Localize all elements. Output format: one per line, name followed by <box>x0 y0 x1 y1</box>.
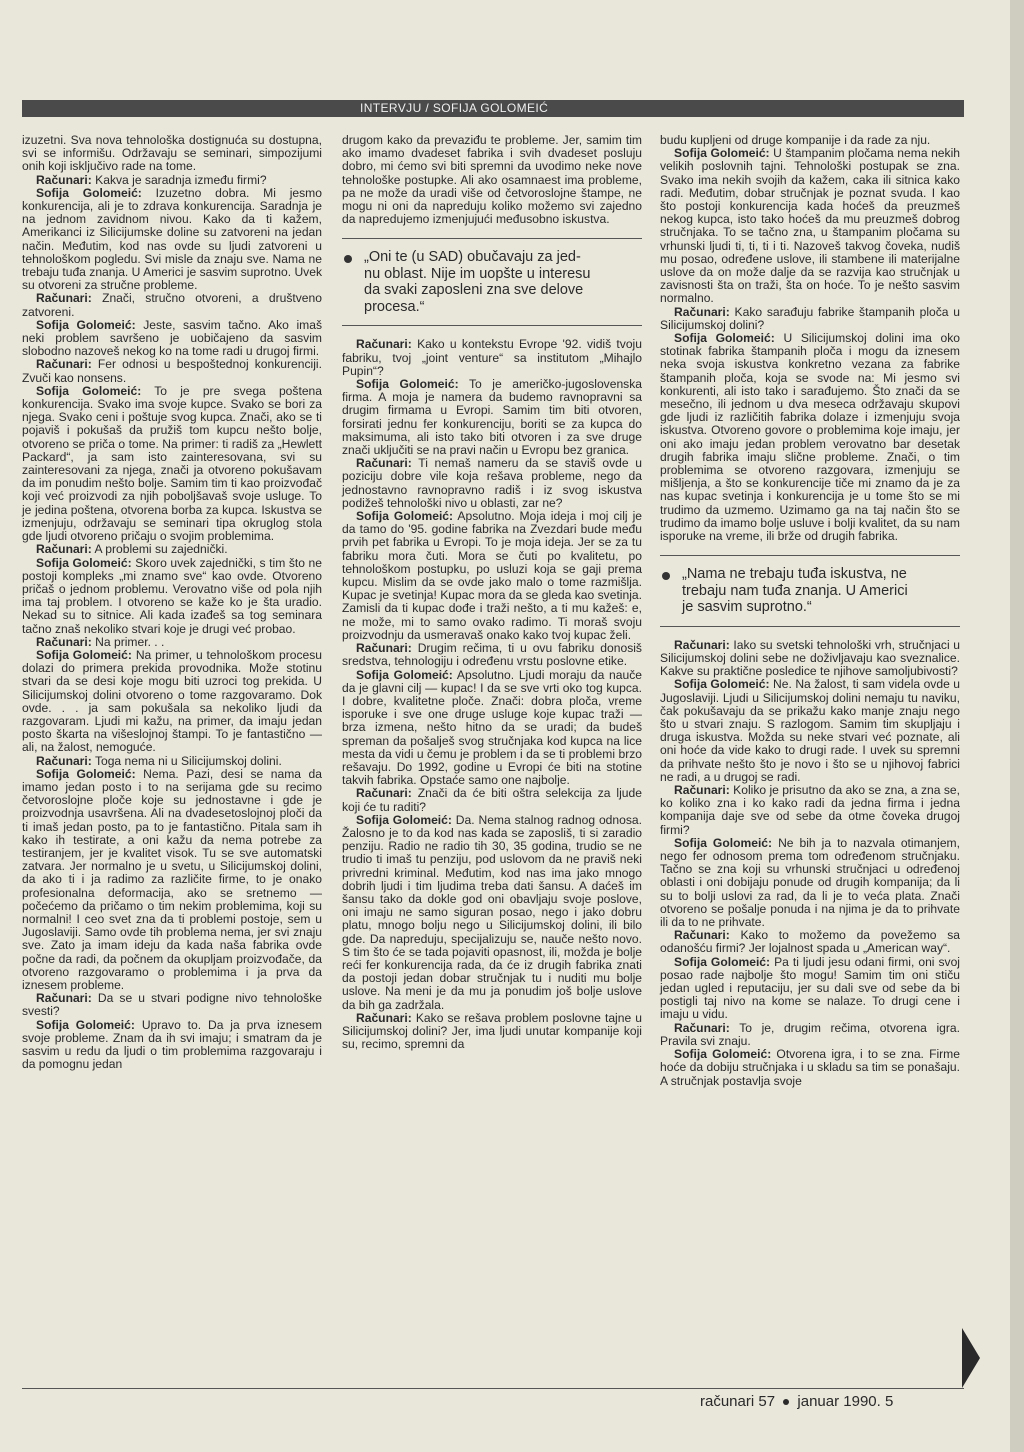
scan-edge <box>1010 0 1024 1452</box>
speaker-label: Sofija Golomeić: <box>36 1017 135 1032</box>
speaker-label: Računari: <box>36 172 92 187</box>
pull-quote <box>342 238 642 326</box>
interview-paragraph <box>660 784 960 837</box>
text-column-2 <box>342 134 642 1051</box>
paragraph-text: Upravo to. Da ja prva iznesem svoje probleme. Znam da ih svi imaju; i smatram da je sasvim u redu da ljudi o tim problemima razgovaraju i da pomognu jedan <box>22 1017 322 1072</box>
speaker-label: Računari: <box>356 786 412 801</box>
speaker-label: Sofija Golomeić: <box>356 377 459 392</box>
pull-quote-line: procesa.“ <box>364 298 425 315</box>
paragraph-text: Znači, stručno otvoreni, a društveno zatvoreni. <box>22 291 322 319</box>
continuation-paragraph <box>22 134 322 174</box>
speaker-label: Računari: <box>356 337 412 352</box>
paragraph-text: Ne. Na žalost, ti sam videla ovde u Jugoslaviji. Ljudi u Silicijumskoj dolini nemaju tu naviku, čak pokušavaju da se prikažu kako manje znaju nego što u stvari znaju. S razlogom. Samim tim skupljaju i druga iskustva. Možda su neke stvari već poznate, ali oni hoće da vide kako to drugi rade. I uvek su spremni da prihvate nešto što je novo i što se u njihovoj fabrici ne radi, a u drugoj se radi. <box>660 677 961 784</box>
speaker-label: Računari: <box>36 634 92 649</box>
speaker-label: Sofija Golomeić: <box>356 812 452 827</box>
paragraph-text: Kako to možemo da povežemo sa odanošću firmi? Jer lojalnost spada u „American way“. <box>660 928 960 956</box>
interview-paragraph <box>342 378 642 457</box>
interview-paragraph <box>342 338 642 378</box>
speaker-label: Računari: <box>36 357 92 372</box>
pull-quote-line: nu oblast. Nije im uopšte u interesu <box>364 265 591 282</box>
speaker-label: Sofija Golomeić: <box>36 383 142 398</box>
speaker-label: Računari: <box>674 637 730 652</box>
interview-paragraph <box>660 332 960 543</box>
interview-paragraph <box>22 187 322 293</box>
paragraph-text: U Silicijumskoj dolini ima oko stotinak fabrika štampanih ploča i mogu da iznesem neka svoja iskustva konkretno vezana za fabrike štampanih ploča, koja se svode na: Mi jesmo svi konkurenti, ali isto tako i sarađujemo. Što znači da se mesečno, ili jednom u dva meseca održavaju skupovi gde ljudi iz različitih fabrika dolaze i izmenjuju svoja iskustva. Otvoreno govore o problemima koje imaju, jer oni ako imaju jedan problem verovatno bar desetak drugih fabrika imaju slične probleme. Znači, o tim problemima se otvoreno razgovara, izmenjuju se mišljenja, a što se konkurencije tiče mi znamo da je za nas kupac svetinja i konkurencija je u tome što se mi trudimo da uzmemo. Uzimamo ga na taj način što se trudimo da imamo bolje usluve i bolji kvalitet, da su nam isporuke na vreme, ili brže od drugih fabrika. <box>660 331 960 544</box>
paragraph-text: Kako sarađuju fabrike štampanih ploča u Silicijumskoj dolini? <box>660 304 960 332</box>
speaker-label: Računari: <box>674 304 730 319</box>
interview-paragraph <box>660 678 960 784</box>
interview-paragraph <box>22 992 322 1018</box>
speaker-label: Sofija Golomeić: <box>674 954 771 969</box>
paragraph-text: To je pre svega poštena konkurencija. Svako ima svoje kupce. Svako se bori za njega. Svako ceni i poštuje svog kupca. Znači, ako se ti pojaviš i pokušaš da pružiš tom kupcu nešto bolje, otvoreno se priča o tome. Na primer: ti radiš za „Hewlett Packard“, ja sam isto zainteresovana, svi su zainteresovani za njega, znači ja otvoreno pokušavam da im ponudim nešto bolje. Samim tim ti kao proizvođač koji već proizvodi za njih poboljšavaš svoje usluge. To je jedina poštena, otvorena borba za kupca. Iskustva se izmenjuju, održavaju se seminari tipa okruglog stola gde ljudi otvoreno pričaju o svojim problemima. <box>22 383 322 544</box>
speaker-label: Računari: <box>356 456 412 471</box>
paragraph-text: Apsolutno. Ljudi moraju da nauče da je glavni cilj — kupac! I da se sve vrti oko tog kupca. I dobre, kvalitetne ploče. Znači: dobra ploča, vreme isporuke i sve one druge usluge koje kupac traži — brza izmena, nešto hitno da se uradi; da budeš spreman da pošalješ svog stručnjaka kod kupca na lice mesta da vidi u čemu je problem i da se ti problemi brzo rešavaju. Do 1992, godine u Evropi će biti na stotine takvih fabrika. Opstaće samo one najbolje. <box>342 667 643 788</box>
interview-paragraph <box>22 292 322 318</box>
interview-paragraph <box>22 557 322 636</box>
paragraph-text: A problemi su zajednički. <box>94 542 228 557</box>
paragraph-text: izuzetni. Sva nova tehnološka dostignuća su dostupna, svi se informišu. Održavaju se seminari, simpozijumi onih koji isključivo rade na tome. <box>22 133 322 174</box>
speaker-label: Računari: <box>674 783 730 798</box>
page-footer <box>700 1393 958 1410</box>
interview-paragraph <box>660 306 960 332</box>
paragraph-text: Ne bih ja to nazvala otimanjem, nego fer odnosom prema tom određenom stručnjaku. Tačno se zna koji su vrhunski stručnjaci u određenoj oblasti i oni dobijaju ponude od drugih kompanija; da li su to bolji uslovi za rad, da li je to veća plata. Znači otvoreno se pošalje ponuda i na njima je da to prihvate ili da to ne prihvate. <box>660 835 960 930</box>
interview-paragraph <box>660 1048 960 1088</box>
interview-paragraph <box>660 837 960 929</box>
paragraph-text: Apsolutno. Moja ideja i moj cilj je da tamo do '95. godine fabrika na Zvezdari bude među prvih pet fabrika u Evropi. To je moja ideja. Jer se za tu fabriku mora čuti. Mora se čuti po kvalitetu, po tehnološkom postupku, po usluzi koja se gaji prema kupcu. Mislim da se ovde jako malo o tome razmišlja. Kupac je svetinja! Kupac mora da se gleda kao svetinja. Zamisli da ti kupac dođe i traži nešto, a ti mu kažeš: e, ne može, mi to samo ovako radimo. Ti moraš svoju proizvodnju da usmeravaš onako kako tvoj kupac želi. <box>342 509 642 642</box>
paragraph-text: Koliko je prisutno da ako se zna, a zna se, ko koliko zna i ko kako radi da jedna firma i jedna kompanija daje sve od sebe da otme čoveka drugoj firmi? <box>660 783 960 837</box>
paragraph-text: Izuzetno dobra. Mi jesmo konkurencija, ali je to zdrava konkurencija. Saradnja je na jednom zavidnom nivou. Kako da ti kažem, Amerikanci iz Silicijumske doline su zatvoreni na jedan način. Međutim, kod nas ovde su ljudi zatvoreni u tehnološkom pogledu. Svi misle da znaju sve. Nama ne trebaju tuđa znanja. U Americi je sasvim suprotno. Uvek su otvoreni za stručne probleme. <box>22 185 322 293</box>
speaker-label: Sofija Golomeić: <box>674 146 770 161</box>
interview-paragraph <box>342 787 642 813</box>
speaker-label: Sofija Golomeić: <box>674 835 773 850</box>
interview-paragraph <box>22 768 322 992</box>
section-title: INTERVJU / SOFIJA GOLOMEIĆ <box>360 101 549 115</box>
paragraph-text: Na primer, u tehnološkom procesu dolazi do primera prekida provodnika. Može stotinu stvari da se desi koje mogu biti uzroci tog prekida. U Silicijumskoj dolini otvoreno o tome razgovaramo. Dok ovde. . . ja sam pokušala sa nekoliko ljudi da razgovaram. Ljudi mi kažu, na primer, da imaju jedan posto škarta na višeslojnoj štampi. To je fantastično — ali, na žalost, nemoguće. <box>22 647 323 755</box>
speaker-label: Računari: <box>674 1020 730 1035</box>
paragraph-text: U štampanim pločama nema nekih velikih poslovnih tajni. Tehnološki postupak se zna. Svako ima nekih svojih da kažem, caka ili sitnica kako radi. Međutim, dobar stručnjak je poznat svuda. I kao što postoji konkurencija kada hoćeš da preuzmeš nekog kupca, isto tako hoćeš da mu preuzmeš dobrog stručnjaka. To se tačno zna, u štampanim pločama su vrhunski ljudi ti, ti, ti i ti. Nazoveš takvog čoveka, nudiš mu posao, određene uslove, ili stambene ili materijalne uslove da on može dalje da se razvija kao stručnjak u zavisnosti šta on traži, šta on hoće. To je nešto sasvim normalno. <box>660 146 960 306</box>
speaker-label: Sofija Golomeić: <box>36 647 132 662</box>
speaker-label: Sofija Golomeić: <box>674 331 775 346</box>
interview-paragraph <box>660 147 960 305</box>
paragraph-text: To je američko-jugoslovenska firma. A moja je namera da budemo ravnopravni sa drugim firmama u Evropi. Samim tim biti otvoren, forsirati jednu fer konkurenciju, boriti se za kupca do maksimuma, ali isto tako biti otvoren i za sve druge znači uključiti se na pravi način u Evropu bez granica. <box>342 377 642 458</box>
paragraph-text: Nema. Pazi, desi se nama da imamo jedan posto i to na serijama gde su recimo četvoroslojne ploče koje su jednostavne i gde je proizvodnja usavršena. Ali na dvadesetoslojnoj ploči da ti imaš jedan posto, pa to je fantastično. Pitala sam ih kako ih testirate, a oni kažu da nema potrebe za testiranjem, jer je kvalitet visok. Tu se sve automatski zatvara. Jer normalno je u svetu, u Silicijumskoj dolini, da ako ti i ja radimo za različite firme, to je onako profesionalna deformacija, ako se sretnemo — počećemo da pričamo o tim nekim problemima, koji su normalni! I ceo svet zna da ti problemi postoje, sem u Jugoslaviji. Samo ovde tih problema nema, jer svi znaju sve. Zato ja imam ideju da kada naša fabrika ovde počne da radi, da počnem da okupljam proizvođače, da otvoreno razgovaramo o problemima i ja prva da iznesem probleme. <box>22 766 323 992</box>
speaker-label: Računari: <box>356 1010 412 1025</box>
paragraph-text: Pa ti ljudi jesu odani firmi, oni svoj posao rade najbolje što mogu! Samim tim oni stiču jedan ugled i reputaciju, jer su dali sve od sebe da bi postigli taj nivo na kome se nalaze. To drugi cene i imaju u vidu. <box>660 954 960 1022</box>
pull-quote-line: „Nama ne trebaju tuđa iskustva, ne <box>682 566 907 583</box>
paragraph-text: Kako se rešava problem poslovne tajne u Silicijumskoj dolini? Jer, ima ljudi unutar kompanije koji su, recimo, spremni da <box>342 1010 642 1052</box>
speaker-label: Računari: <box>674 928 730 943</box>
footer-magazine: računari 57 <box>700 1393 776 1410</box>
speaker-label: Računari: <box>36 991 92 1006</box>
pull-quote-line: trebaju nam tuđa znanja. U Americi <box>682 582 908 599</box>
paragraph-text: Otvorena igra, i to se zna. Firme hoće da dobiju stručnjaka i u skladu sa tim se ponašaju. A stručnjak postavlja svoje <box>660 1047 960 1088</box>
interview-paragraph <box>22 358 322 384</box>
interview-paragraph <box>342 642 642 668</box>
paragraph-text: Iako su svetski tehnološki vrh, stručnjaci u Silicijumskoj dolini sebe ne doživljavaju kao sveznalice. Kakve su praktične posledice te njihove samoljubivosti? <box>660 637 960 679</box>
footer-page-number: 5 <box>884 1393 894 1410</box>
paragraph-text: Skoro uvek zajednički, s tim što ne postoji kompleks „mi znamo sve“ kao ovde. Otvoreno pričaš o jednom problemu. Verovatno više od pola njih ima taj problem. I otvoreno se kaže ko je šta uradio. Nekad su to sitnice. Ali kada izađeš sa tog seminara tačno znaš nekoliko stvari koje je drugi već probao. <box>22 555 322 636</box>
speaker-label: Sofija Golomeić: <box>36 317 136 332</box>
speaker-label: Računari: <box>36 542 92 557</box>
paragraph-text: Ti nemaš nameru da se staviš ovde u poziciju dobre vile koja rešava probleme, nego da jednostavno ravnopravno radiš i iz svog iskustva podižeš tehnološki nivo u oblasti, zar ne? <box>342 456 642 510</box>
paragraph-text: To je, drugim rečima, otvorena igra. Pravila svi znaju. <box>660 1020 960 1048</box>
paragraph-text: drugom kako da prevaziđu te probleme. Jer, samim tim ako imamo dvadeset fabrika i svih dvadeset posluju dobro, mi ćemo svi biti spremni da uvodimo neke nove tehnološke postupke. Ali ako osamnaest ima probleme, pa ne može da uradi više od četvoroslojne štampe, ne mogu ni oni da napreduju koliko možemo svi zajedno da napredujemo izmenjujući međusobno iskustva. <box>342 133 642 227</box>
speaker-label: Računari: <box>36 291 92 306</box>
interview-paragraph <box>660 1022 960 1048</box>
continue-arrow-icon <box>962 1328 980 1388</box>
interview-paragraph <box>22 319 322 359</box>
speaker-label: Sofija Golomeić: <box>674 677 770 692</box>
paragraph-text: Toga nema ni u Silicijumskoj dolini. <box>94 753 282 768</box>
speaker-label: Sofija Golomeić: <box>36 766 136 781</box>
pull-quote <box>660 555 960 627</box>
interview-paragraph <box>342 669 642 788</box>
pull-quote-line: da svaki zaposleni zna sve delove <box>364 282 584 299</box>
footer-rule <box>22 1388 964 1389</box>
bullet-icon <box>662 572 670 580</box>
continuation-paragraph <box>342 134 642 226</box>
interview-paragraph <box>342 814 642 1012</box>
speaker-label: Sofija Golomeić: <box>674 1047 772 1062</box>
paragraph-text: Da. Nema stalnog radnog odnosa. Žalosno je to da kod nas kada se zaposliš, ti si zaradio penziju. Radio ne radio tih 30, 35 godina, trudio se ne trudio ti imaš tu penziju, pod uslovom da ne praviš neki privredni kriminal. Međutim, kod nas ima jako mnogo dobrih ljudi i tim ljudima treba dati šansu. A daćeš im šansu tako da dokle god oni obavljaju svoje poslove, oni imaju ne samo siguran posao, nego i jako dobru platu, mnogo bolju nego u Silicijumskoj dolini, ili bilo gde. Da napreduju, specijalizuju se, nauče nešto novo. S tim što će se tada pojaviti opasnost, ili, možda je bolje reći fer konkurencija rada, da će iz drugih fabrika znati da postoji jedan dobar stručnjak tu i nuditi mu bolje uslove. Na meni je da mu ja ponudim još bolje uslove da bih ga zadržala. <box>342 812 642 1012</box>
speaker-label: Sofija Golomeić: <box>356 509 454 524</box>
speaker-label: Sofija Golomeić: <box>36 555 132 570</box>
paragraph-text: Kakva je saradnja između firmi? <box>95 172 267 187</box>
footer-date: januar 1990. <box>797 1393 881 1410</box>
text-column-3 <box>660 134 960 1088</box>
footer-bullet-icon <box>783 1399 789 1405</box>
interview-paragraph <box>22 385 322 543</box>
paragraph-text: Znači da će biti oštra selekcija za ljude koji će tu raditi? <box>342 786 642 814</box>
speaker-label: Računari: <box>356 641 412 656</box>
paragraph-text: budu kupljeni od druge kompanije i da rade za nju. <box>660 133 931 147</box>
interview-paragraph <box>342 1012 642 1052</box>
speaker-label: Sofija Golomeić: <box>356 667 453 682</box>
interview-paragraph <box>22 649 322 755</box>
text-column-1 <box>22 134 322 1071</box>
interview-paragraph <box>22 1019 322 1072</box>
interview-paragraph <box>660 639 960 679</box>
paragraph-text: Na primer. . . <box>95 634 165 649</box>
interview-paragraph <box>342 510 642 642</box>
paragraph-text: Drugim rečima, ti u ovu fabriku donosiš sredstva, tehnologiju i određenu vrstu poslovne etike. <box>342 641 642 669</box>
interview-paragraph <box>342 457 642 510</box>
pull-quote-line: „Oni te (u SAD) obučavaju za jed- <box>364 249 581 266</box>
paragraph-text: Da se u stvari podigne nivo tehnološke svesti? <box>22 991 322 1019</box>
pull-quote-line: je sasvim suprotno.“ <box>682 599 812 616</box>
speaker-label: Sofija Golomeić: <box>36 185 142 200</box>
paragraph-text: Kako u kontekstu Evrope '92. vidiš tvoju fabriku, tvoj „joint venture“ sa institutom „Mihajlo Pupin“? <box>342 337 642 378</box>
paragraph-text: Jeste, sasvim tačno. Ako imaš neki problem savršeno je uobičajeno da sasvim slobodno nazoveš nekog ko na tome radi u drugoj firmi. <box>22 317 322 359</box>
speaker-label: Računari: <box>36 753 92 768</box>
paragraph-text: Fer odnosi u bespoštednoj konkurenciji. Zvuči kao nonsens. <box>22 357 322 385</box>
bullet-icon <box>344 255 352 263</box>
interview-paragraph <box>660 929 960 955</box>
interview-paragraph <box>660 956 960 1022</box>
